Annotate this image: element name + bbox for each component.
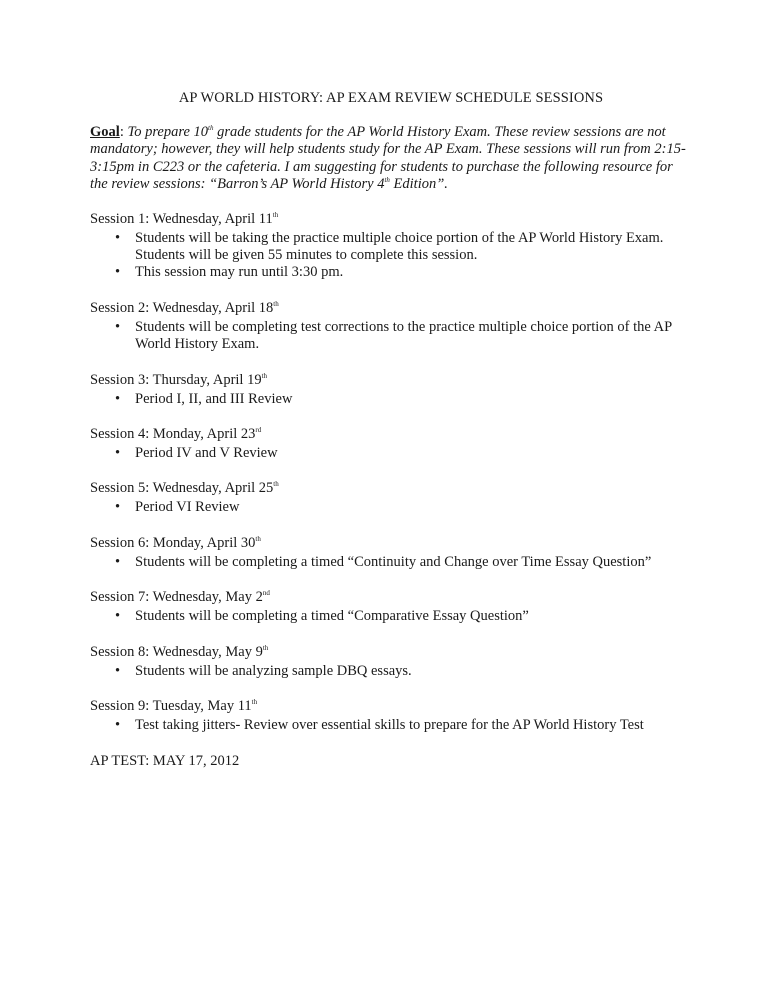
session-9 <box>90 698 690 734</box>
session-4 <box>90 426 690 462</box>
session-heading-text: Session 3: Thursday, April 19 <box>90 371 262 388</box>
list-item-text: Period VI Review <box>135 499 240 516</box>
bullet-list <box>90 608 690 625</box>
list-item <box>90 264 690 281</box>
goal-text-part3: Edition”. <box>389 176 448 193</box>
page-title: AP WORLD HISTORY: AP EXAM REVIEW SCHEDULE SESSIONS <box>178 90 604 106</box>
list-item-text: This session may run until 3:30 pm. <box>135 264 344 281</box>
bullet-list <box>90 391 690 408</box>
session-heading <box>90 589 690 606</box>
list-item <box>90 663 690 680</box>
bullet-list <box>90 319 690 354</box>
list-item <box>90 717 690 734</box>
bullet-icon: • <box>115 318 121 335</box>
list-item-text: Test taking jitters- Review over essential skills to prepare for the AP World History Test <box>135 717 644 734</box>
bullet-icon: • <box>115 608 121 625</box>
session-heading-text: Session 9: Tuesday, May 11 <box>90 698 252 715</box>
goal-colon: : <box>119 124 124 140</box>
session-heading-sup: rd <box>255 426 262 435</box>
list-item <box>90 554 690 571</box>
list-item-text: Students will be analyzing sample DBQ essays. <box>135 662 412 679</box>
session-6 <box>90 535 690 571</box>
bullet-list <box>90 717 690 734</box>
session-heading <box>90 426 690 443</box>
list-item <box>90 499 690 516</box>
list-item <box>90 608 690 625</box>
session-heading <box>90 480 690 497</box>
bullet-icon: • <box>115 390 121 407</box>
session-3 <box>90 372 690 408</box>
list-item-text: Period IV and V Review <box>135 445 278 462</box>
bullet-list <box>90 554 690 571</box>
session-heading <box>90 644 690 661</box>
session-heading-text: Session 5: Wednesday, April 25 <box>90 480 274 497</box>
document-page <box>90 90 690 770</box>
list-item-text: Students will be completing test corrections to the practice multiple choice portion of the AP World History Exam. <box>135 318 672 353</box>
session-5 <box>90 480 690 516</box>
list-item <box>90 230 690 265</box>
session-heading-sup: th <box>262 643 269 652</box>
goal-sup1: th <box>208 124 214 132</box>
goal-sup2: th <box>384 176 390 185</box>
bullet-list <box>90 445 690 462</box>
session-heading-sup: th <box>255 534 261 543</box>
session-heading <box>90 211 690 228</box>
bullet-icon: • <box>115 662 121 679</box>
bullet-list <box>90 230 690 282</box>
session-heading-sup: th <box>273 299 279 308</box>
ap-test-date: AP TEST: MAY 17, 2012 <box>90 752 240 769</box>
goal-label: Goal <box>90 124 120 140</box>
session-2 <box>90 300 690 354</box>
list-item <box>90 445 690 462</box>
goal-paragraph <box>90 124 690 194</box>
bullet-icon: • <box>115 553 121 570</box>
list-item-text: Period I, II, and III Review <box>135 390 293 407</box>
session-heading-text: Session 6: Monday, April 30 <box>90 534 256 551</box>
bullet-list <box>90 663 690 680</box>
session-heading-sup: th <box>272 210 279 219</box>
list-item-text: Students will be completing a timed “Comparative Essay Question” <box>135 608 529 625</box>
session-heading-text: Session 8: Wednesday, May 9 <box>90 643 263 660</box>
session-heading <box>90 372 690 389</box>
list-item-text: Students will be completing a timed “Continuity and Change over Time Essay Question” <box>135 553 652 570</box>
session-heading-text: Session 2: Wednesday, April 18 <box>90 299 274 316</box>
session-heading <box>90 698 690 715</box>
session-heading-text: Session 7: Wednesday, May 2 <box>90 589 263 606</box>
session-7 <box>90 589 690 625</box>
session-heading <box>90 535 690 552</box>
bullet-icon: • <box>115 499 121 516</box>
session-heading <box>90 300 690 317</box>
session-heading-text: Session 4: Monday, April 23 <box>90 426 256 443</box>
session-1 <box>90 211 690 282</box>
session-heading-sup: th <box>251 698 258 707</box>
bullet-icon: • <box>115 717 121 734</box>
goal-text-part2: grade students for the AP World History Exam. These review sessions are not mandatory; however, they will help students study for the AP Exam. These sessions will run from 2:15-3:15pm in C223 or the cafeteria. I am suggesting for students to purchase the following resource for the review sessions: “Barron’s AP World History 4 <box>90 124 686 193</box>
list-item-text: Students will be taking the practice multiple choice portion of the AP World History Exam. Students will be given 55 minutes to complete this session. <box>135 229 664 264</box>
bullet-icon: • <box>115 445 121 462</box>
goal-text-part1: To prepare 10 <box>123 124 209 140</box>
session-8 <box>90 644 690 680</box>
bullet-list <box>90 499 690 516</box>
bullet-icon: • <box>115 264 121 281</box>
session-heading-sup: nd <box>262 589 270 598</box>
session-heading-text: Session 1: Wednesday, April 11 <box>90 210 273 227</box>
session-heading-sup: th <box>261 371 268 380</box>
list-item <box>90 391 690 408</box>
session-heading-sup: th <box>273 480 279 489</box>
bullet-icon: • <box>115 229 121 246</box>
list-item <box>90 319 690 354</box>
